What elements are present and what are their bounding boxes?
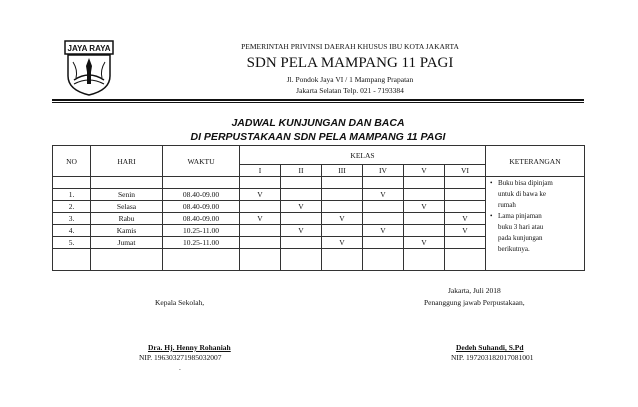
row-day: Kamis (91, 225, 163, 237)
row-mark: V (322, 213, 363, 225)
row-day: Senin (91, 189, 163, 201)
row-mark (281, 237, 322, 249)
row-time: 10.25-11.00 (163, 237, 240, 249)
row-mark (363, 237, 404, 249)
right-signatory-role: Penanggung jawab Perpustakaan, (424, 298, 525, 307)
table-cell (281, 249, 322, 271)
row-mark (404, 225, 445, 237)
header-kelas: KELAS (240, 146, 486, 165)
row-mark (363, 201, 404, 213)
left-signatory-dot: . (179, 363, 181, 372)
note-line: untuk di bawa ke (498, 190, 547, 198)
row-mark (445, 237, 486, 249)
row-mark: V (281, 201, 322, 213)
row-mark: V (404, 201, 445, 213)
row-no: 2. (53, 201, 91, 213)
school-address: Jl. Pondok Jaya VI / 1 Mampang Prapatan (286, 75, 414, 84)
left-signatory-role: Kepala Sekolah, (155, 298, 205, 307)
table-cell (91, 249, 163, 271)
row-mark (322, 225, 363, 237)
row-mark (240, 237, 281, 249)
class-header: II (281, 165, 322, 177)
row-mark (322, 189, 363, 201)
header-waktu: WAKTU (163, 146, 240, 177)
table-cell (322, 177, 363, 189)
table-cell (53, 249, 91, 271)
row-mark: V (363, 225, 404, 237)
row-mark (240, 225, 281, 237)
document-subtitle: DI PERPUSTAKAAN SDN PELA MAMPANG 11 PAGI (190, 131, 446, 143)
note-line: • Lama pinjaman (498, 212, 542, 220)
emblem-icon (64, 40, 114, 96)
class-header: I (240, 165, 281, 177)
class-header: IV (363, 165, 404, 177)
schedule-table (52, 145, 585, 271)
row-mark: V (240, 189, 281, 201)
letterhead-divider-thin (52, 102, 584, 103)
row-time: 08.40-09.00 (163, 213, 240, 225)
row-mark: V (322, 237, 363, 249)
row-time: 08.40-09.00 (163, 201, 240, 213)
row-mark: V (445, 225, 486, 237)
note-line: buku 3 hari atau (498, 223, 544, 231)
row-mark (445, 201, 486, 213)
document-title: JADWAL KUNJUNGAN DAN BACA (231, 117, 405, 129)
row-mark: V (404, 237, 445, 249)
left-signatory-nip: NIP. 196303271985032007 (139, 353, 222, 362)
row-mark: V (240, 213, 281, 225)
row-mark: V (445, 213, 486, 225)
row-mark (363, 213, 404, 225)
left-signatory-name: Dra. Hj. Henny Rohaniah (148, 343, 231, 352)
note-item (498, 178, 581, 211)
right-signatory-nip: NIP. 197203182017081001 (451, 353, 534, 362)
table-cell (404, 177, 445, 189)
table-cell (281, 177, 322, 189)
row-mark: V (363, 189, 404, 201)
table-cell (240, 249, 281, 271)
row-mark (404, 213, 445, 225)
table-cell (163, 177, 240, 189)
table-cell (240, 177, 281, 189)
class-header: VI (445, 165, 486, 177)
class-header: V (404, 165, 445, 177)
table-cell (163, 249, 240, 271)
row-mark (404, 189, 445, 201)
school-phone: Jakarta Selatan Telp. 021 - 7193384 (296, 86, 404, 95)
row-day: Rabu (91, 213, 163, 225)
table-cell (445, 177, 486, 189)
row-no: 1. (53, 189, 91, 201)
row-no: 3. (53, 213, 91, 225)
row-mark: V (281, 225, 322, 237)
note-line: pada kunjungan (498, 234, 543, 242)
row-time: 08.40-09.00 (163, 189, 240, 201)
row-no: 5. (53, 237, 91, 249)
table-cell (404, 249, 445, 271)
row-mark (322, 201, 363, 213)
note-line: • Buku bisa dipinjam (498, 179, 553, 187)
table-cell (53, 177, 91, 189)
jaya-raya-logo (64, 40, 114, 96)
note-item (498, 211, 581, 255)
table-cell (445, 249, 486, 271)
note-line: berikutnya. (498, 245, 530, 253)
row-no: 4. (53, 225, 91, 237)
row-mark (445, 189, 486, 201)
row-mark (240, 201, 281, 213)
school-name: SDN PELA MAMPANG 11 PAGI (246, 55, 454, 71)
header-keterangan: KETERANGAN (486, 146, 585, 177)
table-cell (91, 177, 163, 189)
table-cell (322, 249, 363, 271)
class-header: III (322, 165, 363, 177)
row-mark (281, 213, 322, 225)
header-hari: HARI (91, 146, 163, 177)
letterhead-divider (52, 99, 584, 101)
row-mark (281, 189, 322, 201)
table-cell (363, 177, 404, 189)
row-day: Jumat (91, 237, 163, 249)
header-no: NO (53, 146, 91, 177)
logo-text: JAYA RAYA (67, 44, 111, 53)
keterangan-notes (486, 177, 585, 271)
right-signatory-name: Dedeh Suhandi, S.Pd (456, 343, 524, 352)
note-line: rumah (498, 201, 516, 209)
row-day: Selasa (91, 201, 163, 213)
government-name: PEMERINTAH PRIVINSI DAERAH KHUSUS IBU KOTA JAKARTA (241, 42, 459, 51)
table-cell (363, 249, 404, 271)
row-time: 10.25-11.00 (163, 225, 240, 237)
place-date: Jakarta, Juli 2018 (448, 286, 501, 295)
table-row-empty (53, 177, 585, 189)
